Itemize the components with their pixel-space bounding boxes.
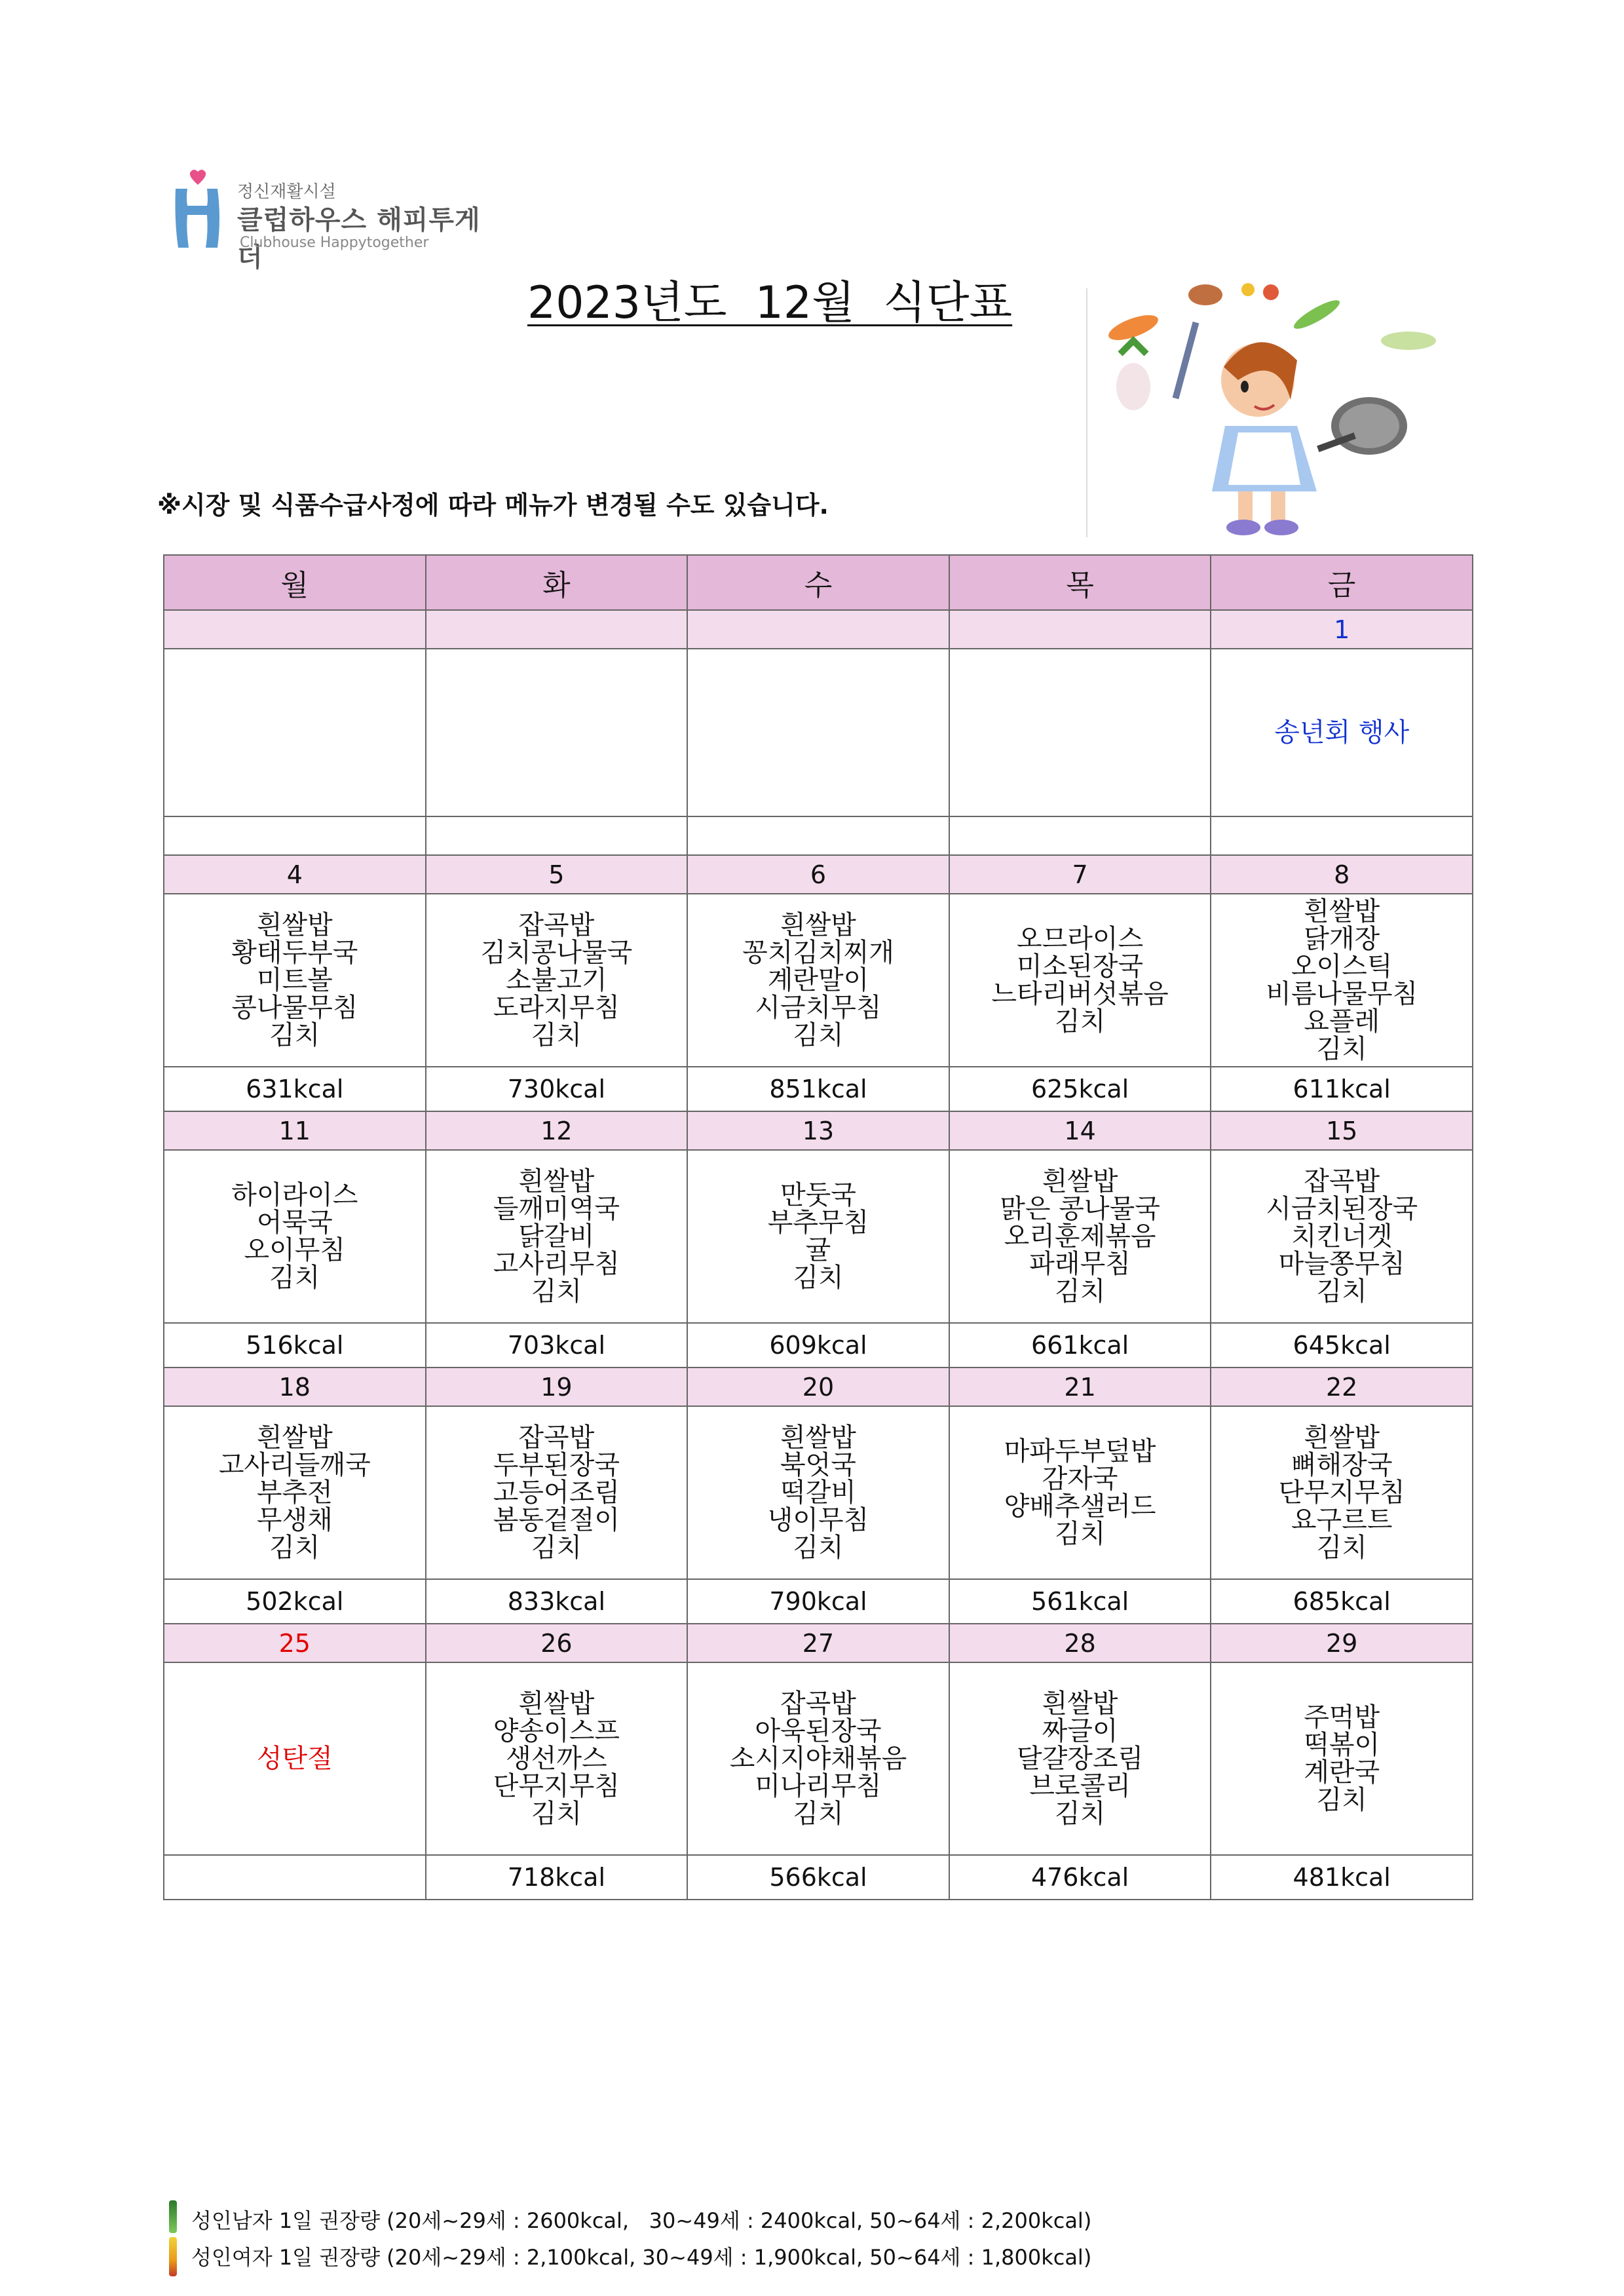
- kcal-cell: 703kcal: [426, 1323, 688, 1368]
- meal-cell: [1211, 1662, 1473, 1855]
- meal-item: 파래무침: [1029, 1249, 1131, 1279]
- kcal-cell: 661kcal: [949, 1323, 1211, 1368]
- meal-item: 브로콜리: [1029, 1771, 1131, 1801]
- meal-item: 아욱된장국: [755, 1716, 882, 1746]
- date-cell: 22: [1211, 1368, 1473, 1406]
- kcal-cell: 481kcal: [1211, 1855, 1473, 1900]
- meal-item: 요플레: [1304, 1006, 1380, 1037]
- kcal-cell: 476kcal: [949, 1855, 1211, 1900]
- meal-cell: [949, 1150, 1211, 1323]
- meal-item: 잡곡밥: [518, 910, 595, 940]
- meal-cell: [687, 1150, 949, 1323]
- meal-row: [164, 1150, 1473, 1323]
- weekday-header-row: [164, 555, 1473, 610]
- date-cell: 20: [687, 1368, 949, 1406]
- meal-cell: [164, 649, 426, 816]
- meal-cell: [426, 1150, 688, 1323]
- kcal-cell: 516kcal: [164, 1323, 426, 1368]
- meal-item: 소시지야채볶음: [729, 1744, 907, 1774]
- meal-item: 도라지무침: [493, 993, 620, 1023]
- meal-item: 잡곡밥: [1304, 1166, 1380, 1196]
- kcal-cell: 685kcal: [1211, 1579, 1473, 1624]
- meal-item: 시금치된장국: [1266, 1194, 1418, 1224]
- meal-cell: [426, 894, 688, 1067]
- meal-cell: [164, 1150, 426, 1323]
- meal-item: 시금치무침: [755, 993, 882, 1023]
- meal-item: 김치: [1316, 1533, 1367, 1563]
- logo-english: Clubhouse Happytogether: [240, 235, 429, 251]
- kcal-row: [164, 1579, 1473, 1624]
- kcal-cell: [1211, 816, 1473, 855]
- male-recommendation: 성인남자 1일 권장량 (20세~29세 : 2600kcal, 30~49세 : 2400kcal, 50~64세 : 2,200kcal): [191, 2208, 1092, 2233]
- meal-item: 오이스틱: [1291, 951, 1393, 982]
- meal-item: 흰쌀밥: [1042, 1689, 1118, 1719]
- meal-item: 계란국: [1304, 1757, 1380, 1788]
- meal-item: 어묵국: [256, 1208, 333, 1238]
- meal-item: 귤: [805, 1235, 831, 1265]
- meal-cell: [1211, 894, 1473, 1067]
- date-cell: 13: [687, 1111, 949, 1150]
- meal-item: 단무지무침: [1278, 1478, 1405, 1508]
- kcal-cell: 645kcal: [1211, 1323, 1473, 1368]
- date-cell: 27: [687, 1624, 949, 1662]
- meal-item: 오리훈제볶음: [1004, 1221, 1156, 1252]
- meal-item: 김치콩나물국: [480, 938, 633, 968]
- kcal-cell: [687, 816, 949, 855]
- meal-cell: [687, 649, 949, 816]
- meal-item: 황태두부국: [231, 938, 358, 968]
- meal-item: 김치: [269, 1020, 320, 1050]
- kcal-cell: 502kcal: [164, 1579, 426, 1624]
- meal-item: 김치: [531, 1020, 582, 1050]
- kcal-cell: 561kcal: [949, 1579, 1211, 1624]
- meal-item: 양배추샐러드: [1004, 1491, 1156, 1521]
- menu-table: [163, 554, 1473, 1900]
- meal-item: 닭개장: [1304, 924, 1380, 954]
- meal-item: 고사리무침: [493, 1249, 620, 1279]
- clubhouse-logo: [169, 169, 497, 273]
- meal-item: 콩나물무침: [231, 993, 358, 1023]
- meal-cell: [1211, 649, 1473, 816]
- meal-cell: [426, 1662, 688, 1855]
- meal-item: 김치: [531, 1276, 582, 1307]
- meal-item: 흰쌀밥: [1042, 1166, 1118, 1196]
- date-row: [164, 855, 1473, 894]
- date-cell: [687, 610, 949, 649]
- meal-cell: [949, 649, 1211, 816]
- kcal-cell: 790kcal: [687, 1579, 949, 1624]
- meal-item: 김치: [269, 1263, 320, 1293]
- meal-item: 미소된장국: [1016, 951, 1144, 982]
- meal-cell: [426, 1406, 688, 1579]
- meal-cell: [1211, 1150, 1473, 1323]
- meal-item: 흰쌀밥: [518, 1166, 595, 1196]
- meal-item: 미트볼: [256, 965, 333, 995]
- meal-item: 김치: [1054, 1006, 1106, 1037]
- meal-cell: [164, 1406, 426, 1579]
- date-row: [164, 1624, 1473, 1662]
- kcal-row: [164, 1067, 1473, 1111]
- kcal-row: [164, 1323, 1473, 1368]
- meal-item: 김치: [1054, 1276, 1106, 1307]
- meal-item: 감자국: [1042, 1464, 1118, 1494]
- date-cell: 25: [164, 1624, 426, 1662]
- orange-bar-icon: [169, 2237, 177, 2276]
- meal-item: 떡갈비: [780, 1478, 856, 1508]
- meal-cell: [687, 1662, 949, 1855]
- date-cell: 12: [426, 1111, 688, 1150]
- meal-item: 송년회 행사: [1274, 718, 1410, 748]
- meal-item: 흰쌀밥: [256, 910, 333, 940]
- meal-item: 계란말이: [767, 965, 869, 995]
- meal-item: 흰쌀밥: [1304, 896, 1380, 927]
- meal-cell: [164, 894, 426, 1067]
- meal-item: 하이라이스: [231, 1180, 358, 1210]
- kcal-cell: 566kcal: [687, 1855, 949, 1900]
- meal-item: 성탄절: [256, 1744, 333, 1774]
- meal-item: 부추전: [256, 1478, 333, 1508]
- female-recommendation: 성인여자 1일 권장량 (20세~29세 : 2,100kcal, 30~49세 : 1,900kcal, 50~64세 : 1,800kcal): [191, 2245, 1092, 2270]
- notice-text: ※시장 및 식품수급사정에 따라 메뉴가 변경될 수도 있습니다.: [157, 491, 829, 520]
- date-cell: 15: [1211, 1111, 1473, 1150]
- meal-cell: [1211, 1406, 1473, 1579]
- meal-item: 잡곡밥: [518, 1423, 595, 1453]
- date-row: [164, 1111, 1473, 1150]
- meal-item: 김치: [1316, 1276, 1367, 1307]
- meal-item: 단무지무침: [493, 1771, 620, 1801]
- date-cell: 7: [949, 855, 1211, 894]
- date-cell: 21: [949, 1368, 1211, 1406]
- meal-item: 김치: [793, 1020, 844, 1050]
- logo-subtitle: 정신재활시설: [237, 182, 336, 202]
- meal-row: [164, 649, 1473, 816]
- kcal-row: [164, 816, 1473, 855]
- kcal-cell: 611kcal: [1211, 1067, 1473, 1111]
- meal-item: 치킨너겟: [1291, 1221, 1393, 1252]
- meal-item: 짜글이: [1042, 1716, 1118, 1746]
- meal-item: 소불고기: [506, 965, 607, 995]
- meal-item: 김치: [1054, 1519, 1106, 1549]
- meal-item: 마파두부덮밥: [1004, 1436, 1156, 1466]
- weekday-header: 수: [687, 555, 949, 610]
- date-cell: 14: [949, 1111, 1211, 1150]
- kcal-row: [164, 1855, 1473, 1900]
- meal-item: 김치: [1054, 1799, 1106, 1829]
- meal-item: 김치: [531, 1799, 582, 1829]
- meal-cell: [164, 1662, 426, 1855]
- chef-girl-illustration: [1081, 275, 1454, 537]
- meal-item: 닭갈비: [518, 1221, 595, 1252]
- kcal-cell: [164, 1855, 426, 1900]
- weekday-header: 금: [1211, 555, 1473, 610]
- meal-item: 흰쌀밥: [780, 910, 856, 940]
- meal-cell: [687, 1406, 949, 1579]
- meal-item: 미나리무침: [755, 1771, 882, 1801]
- meal-item: 두부된장국: [493, 1450, 620, 1480]
- date-row: [164, 610, 1473, 649]
- date-cell: 4: [164, 855, 426, 894]
- kcal-cell: [426, 816, 688, 855]
- meal-cell: [949, 894, 1211, 1067]
- meal-item: 김치: [793, 1263, 844, 1293]
- logo-h-icon: [169, 169, 228, 254]
- date-cell: 5: [426, 855, 688, 894]
- meal-item: 봄동겉절이: [493, 1505, 620, 1535]
- meal-item: 꽁치김치찌개: [742, 938, 894, 968]
- page-title: 2023년도 12월 식단표: [527, 277, 1013, 329]
- date-cell: 26: [426, 1624, 688, 1662]
- meal-item: 맑은 콩나물국: [1000, 1194, 1160, 1224]
- meal-item: 김치: [531, 1533, 582, 1563]
- date-cell: 18: [164, 1368, 426, 1406]
- date-cell: 29: [1211, 1624, 1473, 1662]
- kcal-cell: 833kcal: [426, 1579, 688, 1624]
- meal-item: 무생채: [256, 1505, 333, 1535]
- date-cell: [426, 610, 688, 649]
- kcal-cell: 851kcal: [687, 1067, 949, 1111]
- date-cell: [949, 610, 1211, 649]
- meal-item: 만둣국: [780, 1180, 856, 1210]
- date-cell: 11: [164, 1111, 426, 1150]
- meal-item: 잡곡밥: [780, 1689, 856, 1719]
- meal-item: 고등어조림: [493, 1478, 620, 1508]
- meal-item: 김치: [1316, 1785, 1367, 1815]
- meal-cell: [687, 894, 949, 1067]
- meal-row: [164, 1406, 1473, 1579]
- meal-item: 느타리버섯볶음: [991, 979, 1169, 1009]
- weekday-header: 화: [426, 555, 688, 610]
- meal-cell: [426, 649, 688, 816]
- meal-row: [164, 894, 1473, 1067]
- meal-item: 요구르트: [1291, 1505, 1393, 1535]
- meal-item: 김치: [1316, 1034, 1367, 1064]
- kcal-cell: 718kcal: [426, 1855, 688, 1900]
- meal-item: 김치: [793, 1799, 844, 1829]
- date-cell: 28: [949, 1624, 1211, 1662]
- kcal-cell: [164, 816, 426, 855]
- kcal-cell: 609kcal: [687, 1323, 949, 1368]
- green-bar-icon: [169, 2200, 177, 2233]
- logo-name: 클럽하우스 해피투게더: [237, 205, 481, 273]
- date-row: [164, 1368, 1473, 1406]
- meal-item: 흰쌀밥: [518, 1689, 595, 1719]
- meal-item: 흰쌀밥: [256, 1423, 333, 1453]
- meal-item: 뼈해장국: [1291, 1450, 1393, 1480]
- kcal-cell: 730kcal: [426, 1067, 688, 1111]
- meal-item: 북엇국: [780, 1450, 856, 1480]
- kcal-cell: 631kcal: [164, 1067, 426, 1111]
- meal-item: 떡볶이: [1304, 1730, 1380, 1760]
- meal-item: 고사리들깨국: [218, 1450, 371, 1480]
- date-cell: 6: [687, 855, 949, 894]
- kcal-cell: [949, 816, 1211, 855]
- meal-item: 달걀장조림: [1016, 1744, 1144, 1774]
- meal-row: [164, 1662, 1473, 1855]
- meal-item: 흰쌀밥: [1304, 1423, 1380, 1453]
- meal-item: 들깨미역국: [493, 1194, 620, 1224]
- meal-item: 생선까스: [506, 1744, 607, 1774]
- meal-item: 김치: [793, 1533, 844, 1563]
- meal-item: 흰쌀밥: [780, 1423, 856, 1453]
- meal-cell: [949, 1406, 1211, 1579]
- meal-item: 오이무침: [244, 1235, 346, 1265]
- meal-item: 비름나물무침: [1266, 979, 1418, 1009]
- meal-item: 부추무침: [767, 1208, 869, 1238]
- meal-item: 냉이무침: [767, 1505, 869, 1535]
- meal-item: 양송이스프: [493, 1716, 620, 1746]
- date-cell: [164, 610, 426, 649]
- date-cell: 19: [426, 1368, 688, 1406]
- weekday-header: 월: [164, 555, 426, 610]
- meal-item: 주먹밥: [1304, 1702, 1380, 1732]
- meal-item: 마늘쫑무침: [1278, 1249, 1405, 1279]
- kcal-cell: 625kcal: [949, 1067, 1211, 1111]
- weekday-header: 목: [949, 555, 1211, 610]
- meal-item: 김치: [269, 1533, 320, 1563]
- date-cell: 1: [1211, 610, 1473, 649]
- meal-item: 오므라이스: [1016, 924, 1144, 954]
- meal-cell: [949, 1662, 1211, 1855]
- date-cell: 8: [1211, 855, 1473, 894]
